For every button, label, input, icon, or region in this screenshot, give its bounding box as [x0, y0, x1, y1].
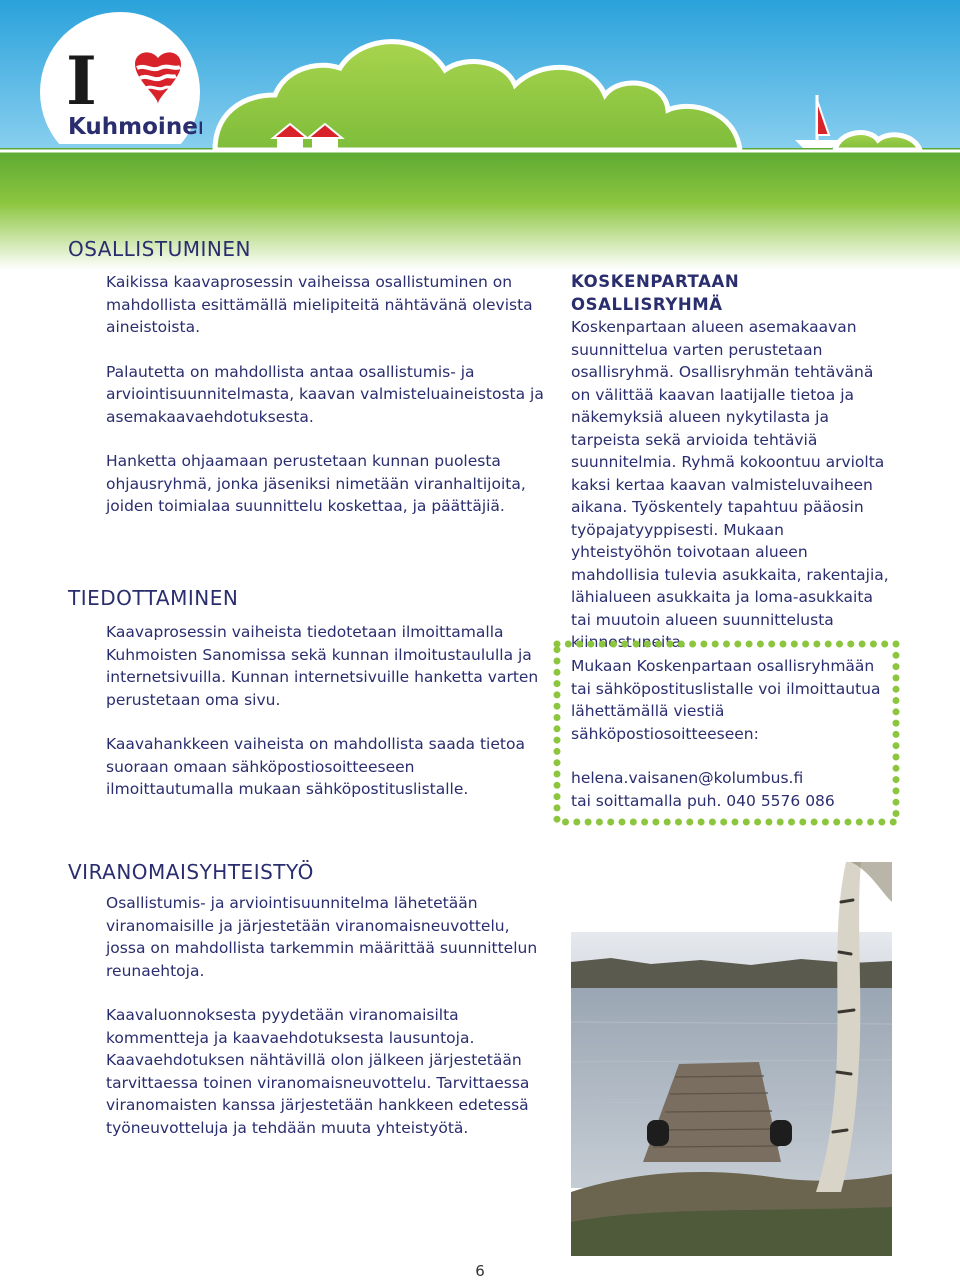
contact-box: [571, 655, 889, 812]
logo-letter-i: I: [66, 42, 97, 120]
paragraph: Kaavahankkeen vaiheista on mahdollista saada tietoa suoraan omaan sähköpostiosoitteeseen ilmoittautumalla mukaan sähköpostituslistalle.: [106, 735, 525, 798]
paragraph: Osallistumis- ja arviointisuunnitelma lähetetään viranomaisille ja järjestetään viranomaisneuvottelu, jossa on mahdollista tarkemmin määrittää suunnittelun reunaehtoja.: [106, 894, 538, 980]
paragraph: Kaavaprosessin vaiheista tiedotetaan ilmoittamalla Kuhmoisten Sanomissa sekä kunnan ilmoitustaululla ja internetsivuilla. Kunnan internetsivuille hanketta varten perustetaan oma sivu.: [106, 623, 539, 709]
lake-pier-photo: [571, 862, 892, 1256]
paragraph: Kaavaluonnoksesta pyydetään viranomaisilta kommentteja ja kaavaehdotuksesta lausuntoja. Kaavaehdotuksen nähtävillä olon jälkeen järjestetään tarvittaessa toinen viranomaisneuvottelu. Tarvittaessa viranomaisten kanssa järjestetään hankkeen edetessä työneuvotteluja ja tehdään muuta yhteistyötä.: [106, 1006, 530, 1137]
page-number: 6: [475, 1262, 485, 1280]
paragraph: Kaikissa kaavaprosessin vaiheissa osallistuminen on mahdollista esittämällä mielipiteitä nähtävänä olevista aineistoista.: [106, 273, 533, 336]
paragraph: Palautetta on mahdollista antaa osallistumis- ja arviointisuunnitelmasta, kaavan valmisteluaineistosta ja asemakaavaehdotuksesta.: [106, 362, 544, 426]
contact-text: Mukaan Koskenpartaan osallisryhmään tai sähköpostituslistalle voi ilmoittautua lähettämällä viestiä sähköpostiosoitteeseen:: [571, 657, 881, 743]
koskenpartaan-body: Koskenpartaan alueen asemakaavan suunnittelua varten perustetaan osallisryhmä. Osallisryhmän tehtävänä on välittää kaavan laatijalle tietoa ja näkemyksiä alueen nykytilasta ja tarpeista sekä arvioida tehtäviä suunnitelmia. Ryhmä kokoontuu arviolta kaksi kertaa kaavan valmisteluvaiheen aikana. Työskentely tapahtuu pääosin työpajatyyppisesti. Mukaan yhteistyöhön toivotaan alueen mahdollisia tulevia asukkaita, rakentajia, lähialueen asukkaita ja loma-asukkaita tai muutoin alueen suunnittelusta kiinnostuneita.: [571, 318, 889, 651]
logo-town-name: Kuhmoinen: [68, 114, 202, 140]
tiedottaminen-body: [106, 621, 546, 801]
contact-phone: tai soittamalla puh. 040 5576 086: [571, 791, 835, 810]
contact-email[interactable]: helena.vaisanen@kolumbus.fi: [571, 769, 804, 787]
section-title-viranomaisyhteistyo: VIRANOMAISYHTEISTYÖ: [68, 860, 314, 884]
osallistuminen-body: [106, 271, 546, 518]
section-title-koskenpartaan: KOSKENPARTAAN OSALLISRYHMÄ: [571, 272, 740, 314]
viranomaisyhteistyo-body: [106, 892, 546, 1139]
section-title-tiedottaminen: TIEDOTTAMINEN: [68, 586, 239, 610]
koskenpartaan-section: [571, 271, 889, 654]
section-title-osallistuminen: OSALLISTUMINEN: [68, 237, 251, 261]
kuhmoinen-logo: [40, 12, 202, 144]
paragraph: Hanketta ohjaamaan perustetaan kunnan puolesta ohjausryhmä, jonka jäseniksi nimetään viranhaltijoita, joiden toimialaa suunnittelu koskettaa, ja päättäjiä.: [106, 452, 526, 515]
